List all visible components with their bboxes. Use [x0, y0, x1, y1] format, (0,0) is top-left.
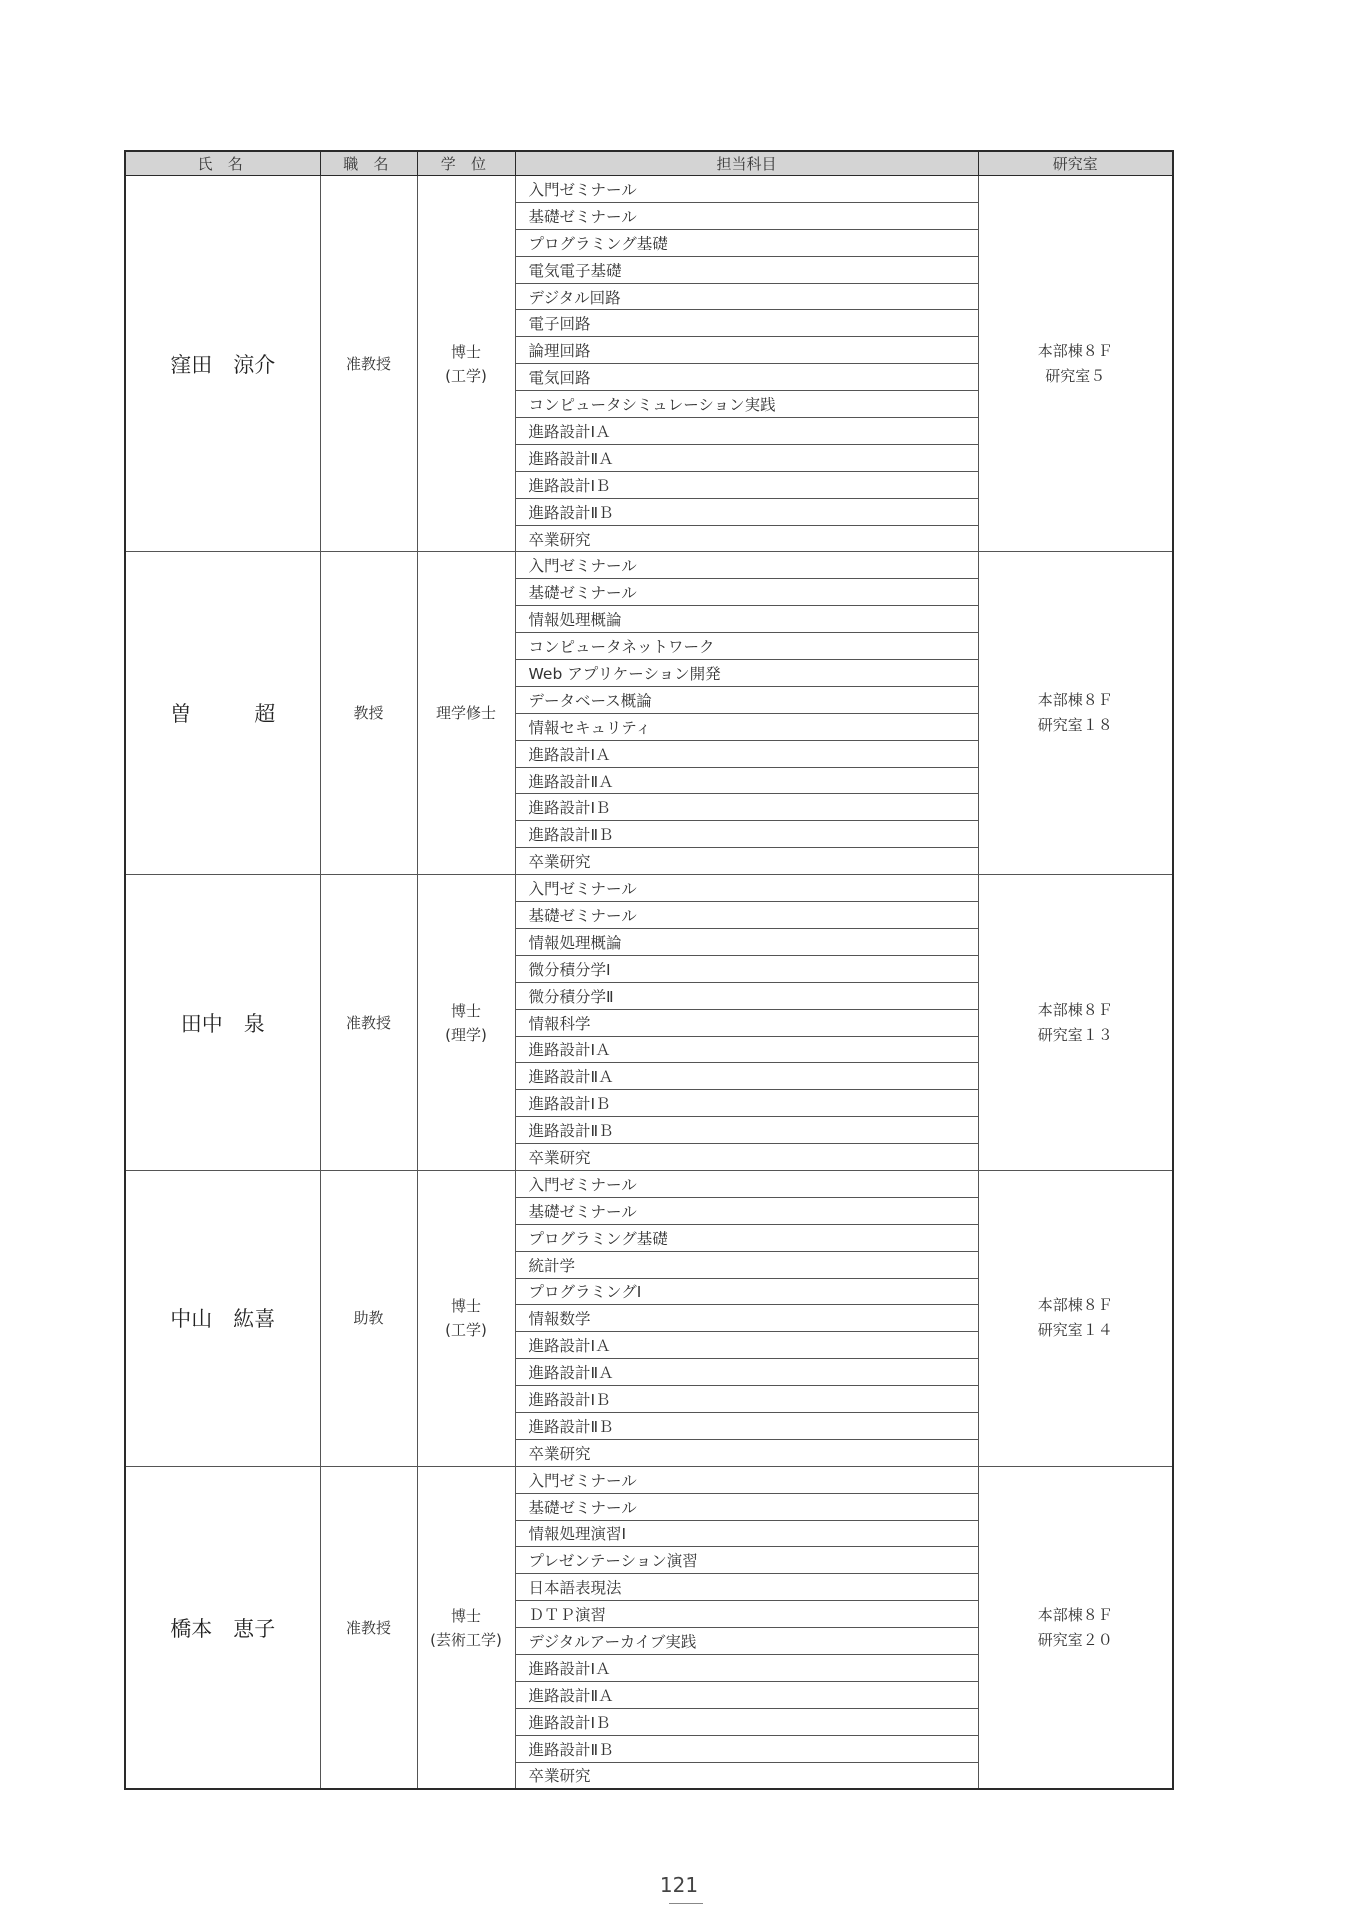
subject-item: 進路設計ⅡＢ: [515, 1117, 978, 1144]
subject-item: 統計学: [515, 1251, 978, 1278]
faculty-position: 准教授: [320, 176, 417, 552]
subject-item: 基礎ゼミナール: [515, 902, 978, 929]
table-row: [125, 1466, 1173, 1493]
degree-line: 博士: [450, 1297, 481, 1316]
faculty-room: [978, 552, 1173, 875]
subject-item: プログラミング基礎: [515, 229, 978, 256]
faculty-name: 田中 泉: [125, 875, 320, 1171]
faculty-position: 教授: [320, 552, 417, 875]
subject-item: 入門ゼミナール: [515, 176, 978, 203]
subject-item: 進路設計ⅡＢ: [515, 1735, 978, 1762]
subject-item: 進路設計ⅡＡ: [515, 767, 978, 794]
subject-item: 卒業研究: [515, 1762, 978, 1789]
subject-item: 微分積分学Ⅰ: [515, 955, 978, 982]
subject-item: 進路設計ⅠＢ: [515, 471, 978, 498]
faculty-table: [124, 150, 1174, 1790]
subject-item: 入門ゼミナール: [515, 875, 978, 902]
room-line: 研究室５: [1045, 366, 1106, 385]
subject-item: 情報科学: [515, 1009, 978, 1036]
faculty-degree: [417, 875, 515, 1171]
subject-item: 電気回路: [515, 364, 978, 391]
subject-item: プレゼンテーション演習: [515, 1547, 978, 1574]
subject-item: 卒業研究: [515, 848, 978, 875]
subject-item: 情報セキュリティ: [515, 713, 978, 740]
subject-item: コンピュータシミュレーション実践: [515, 391, 978, 418]
subject-item: 進路設計ⅠＡ: [515, 418, 978, 445]
faculty-degree: [417, 1466, 515, 1789]
subject-item: 入門ゼミナール: [515, 1170, 978, 1197]
subject-item: 卒業研究: [515, 1144, 978, 1171]
room-line: 本部棟８Ｆ: [1037, 341, 1113, 360]
subject-item: 論理回路: [515, 337, 978, 364]
subject-item: プログラミング基礎: [515, 1224, 978, 1251]
table-row: [125, 176, 1173, 203]
degree-line: 博士: [450, 1001, 481, 1020]
subject-item: 進路設計ⅠＡ: [515, 740, 978, 767]
subject-item: 進路設計ⅡＡ: [515, 1063, 978, 1090]
subject-item: 情報処理概論: [515, 606, 978, 633]
degree-line: 博士: [450, 342, 481, 361]
subject-item: 進路設計ⅠＢ: [515, 1386, 978, 1413]
room-line: 本部棟８Ｆ: [1037, 1605, 1113, 1624]
table-row: [125, 552, 1173, 579]
faculty-degree: [417, 1170, 515, 1466]
subject-item: Web アプリケーション開発: [515, 660, 978, 687]
subject-item: 卒業研究: [515, 1439, 978, 1466]
subject-item: ＤＴＰ演習: [515, 1601, 978, 1628]
subject-item: 情報数学: [515, 1305, 978, 1332]
faculty-room: [978, 875, 1173, 1171]
subject-item: 微分積分学Ⅱ: [515, 982, 978, 1009]
subject-item: データベース概論: [515, 686, 978, 713]
room-line: 本部棟８Ｆ: [1037, 691, 1113, 710]
degree-line: (理学): [445, 1025, 487, 1044]
table-row: [125, 1170, 1173, 1197]
faculty-room: [978, 176, 1173, 552]
subject-item: 卒業研究: [515, 525, 978, 552]
subject-item: 進路設計ⅠＡ: [515, 1654, 978, 1681]
subject-item: 入門ゼミナール: [515, 552, 978, 579]
room-line: 本部棟８Ｆ: [1037, 1000, 1113, 1019]
subject-item: デジタルアーカイブ実践: [515, 1628, 978, 1655]
subject-item: 日本語表現法: [515, 1574, 978, 1601]
faculty-position: 准教授: [320, 875, 417, 1171]
degree-line: (工学): [445, 366, 487, 385]
faculty-name: 窪田 涼介: [125, 176, 320, 552]
subject-item: 進路設計ⅠＢ: [515, 1708, 978, 1735]
subject-item: 進路設計ⅡＡ: [515, 444, 978, 471]
table-header-row: [125, 151, 1173, 176]
degree-line: 理学修士: [435, 704, 496, 723]
subject-item: 進路設計ⅠＡ: [515, 1332, 978, 1359]
room-line: 研究室１８: [1037, 716, 1113, 735]
faculty-position: 助教: [320, 1170, 417, 1466]
faculty-name: 中山 紘喜: [125, 1170, 320, 1466]
faculty-position: 准教授: [320, 1466, 417, 1789]
subject-item: コンピュータネットワーク: [515, 633, 978, 660]
table-row: [125, 875, 1173, 902]
subject-item: プログラミングⅠ: [515, 1278, 978, 1305]
faculty-name: 橋本 恵子: [125, 1466, 320, 1789]
table-body: [125, 176, 1173, 1790]
subject-item: 進路設計ⅡＢ: [515, 498, 978, 525]
subject-item: 基礎ゼミナール: [515, 1493, 978, 1520]
subject-item: 情報処理概論: [515, 928, 978, 955]
page-number-rule: [669, 1903, 703, 1904]
degree-line: 博士: [450, 1606, 481, 1625]
degree-line: (工学): [445, 1321, 487, 1340]
header-name: 氏 名: [125, 151, 320, 176]
subject-item: 基礎ゼミナール: [515, 579, 978, 606]
subject-item: 基礎ゼミナール: [515, 1197, 978, 1224]
subject-item: 進路設計ⅡＢ: [515, 1412, 978, 1439]
room-line: 本部棟８Ｆ: [1037, 1296, 1113, 1315]
subject-item: 電気電子基礎: [515, 256, 978, 283]
room-line: 研究室１３: [1037, 1025, 1113, 1044]
subject-item: 入門ゼミナール: [515, 1466, 978, 1493]
faculty-room: [978, 1170, 1173, 1466]
subject-item: デジタル回路: [515, 283, 978, 310]
header-room: 研究室: [978, 151, 1173, 176]
faculty-degree: [417, 552, 515, 875]
room-line: 研究室２０: [1037, 1630, 1113, 1649]
subject-item: 進路設計ⅠＢ: [515, 1090, 978, 1117]
subject-item: 進路設計ⅡＢ: [515, 821, 978, 848]
subject-item: 情報処理演習Ⅰ: [515, 1520, 978, 1547]
subject-item: 進路設計ⅠＡ: [515, 1036, 978, 1063]
header-subjects: 担当科目: [515, 151, 978, 176]
faculty-room: [978, 1466, 1173, 1789]
subject-item: 電子回路: [515, 310, 978, 337]
subject-item: 基礎ゼミナール: [515, 202, 978, 229]
faculty-name: 曽 超: [125, 552, 320, 875]
header-position: 職 名: [320, 151, 417, 176]
subject-item: 進路設計ⅡＡ: [515, 1681, 978, 1708]
faculty-degree: [417, 176, 515, 552]
header-degree: 学 位: [417, 151, 515, 176]
room-line: 研究室１４: [1037, 1321, 1113, 1340]
page-number: 121: [659, 1873, 699, 1897]
degree-line: (芸術工学): [430, 1630, 502, 1649]
subject-item: 進路設計ⅡＡ: [515, 1359, 978, 1386]
subject-item: 進路設計ⅠＢ: [515, 794, 978, 821]
